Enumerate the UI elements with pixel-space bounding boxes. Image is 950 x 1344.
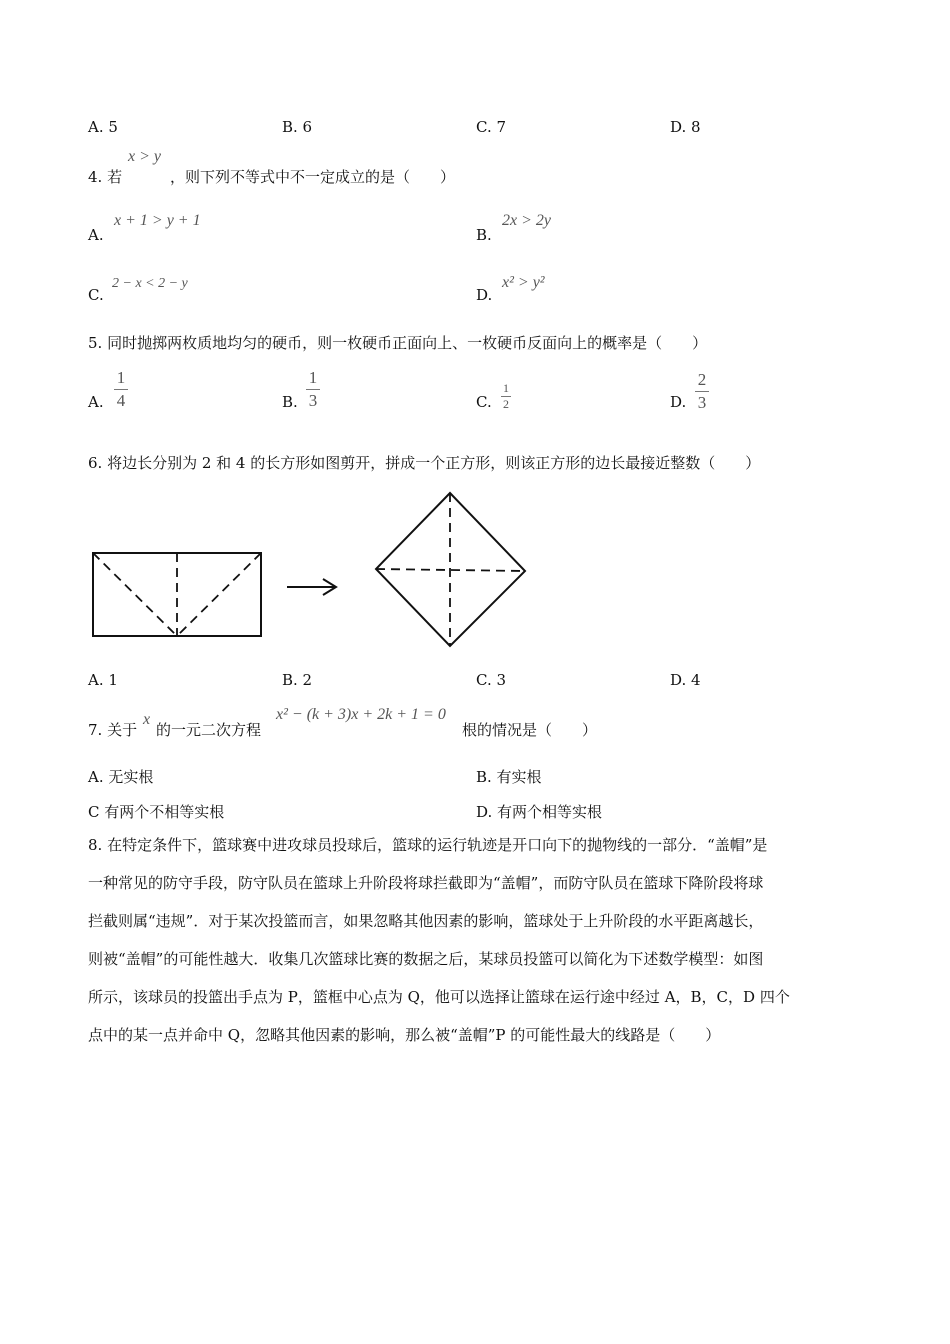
q3-option-c: C. 7: [476, 118, 507, 136]
q8-line-3: 拦截则属“违规”．对于某次投篮而言，如果忽略其他因素的影响，篮球处于上升阶段的水平距离越长，: [88, 912, 764, 930]
rectangle-diagram: [93, 553, 261, 636]
q5-frac-a: [114, 368, 128, 411]
arrow-icon: [287, 579, 336, 595]
q7-prefix: 7. 关于: [88, 721, 138, 739]
q6-option-c: C. 3: [476, 671, 507, 689]
square-diagram: [376, 493, 525, 646]
q4-stem: ，则下列不等式中不一定成立的是（ ）: [170, 168, 456, 186]
q7-option-b: B. 有实根: [476, 768, 542, 786]
q5-frac-c: [501, 382, 511, 411]
q4-condition: x > y: [128, 148, 161, 165]
q8-line-1: 8. 在特定条件下，篮球赛中进攻球员投球后，篮球的运行轨迹是开口向下的抛物线的一部分．“盖帽”是: [88, 836, 768, 854]
q5-frac-d-num: 2: [697, 370, 707, 389]
q7-equation: x² − (k + 3)x + 2k + 1 = 0: [276, 706, 446, 723]
q3-option-b: B. 6: [282, 118, 313, 136]
q4-label-a: A.: [88, 226, 104, 244]
q4-expr-d: x² > y²: [502, 274, 545, 291]
q7-suffix: 根的情况是（ ）: [462, 721, 598, 739]
q6-stem: 6. 将边长分别为 2 和 4 的长方形如图剪开，拼成一个正方形，则该正方形的边长最接近整数（ ）: [88, 454, 761, 472]
q4-prefix: 4. 若: [88, 168, 123, 186]
q5-frac-a-num: 1: [116, 368, 126, 387]
q7-mid: 的一元二次方程: [156, 721, 262, 739]
q7-option-a: A. 无实根: [88, 768, 154, 786]
q7-option-c: C 有两个不相等实根: [88, 803, 225, 821]
q5-label-c: C.: [476, 393, 492, 411]
q8-line-4: 则被“盖帽”的可能性越大．收集几次篮球比赛的数据之后，某球员投篮可以简化为下述数学模型：如图: [88, 950, 764, 968]
q5-frac-d-den: 3: [697, 393, 707, 412]
q5-label-b: B.: [282, 393, 298, 411]
q6-option-a: A. 1: [88, 671, 118, 689]
q7-variable: x: [143, 711, 151, 728]
q4-expr-b: 2x > 2y: [502, 212, 551, 229]
q4-label-d: D.: [476, 286, 493, 304]
q5-frac-c-num: 1: [503, 381, 509, 395]
q4-label-b: B.: [476, 226, 492, 244]
q5-label-d: D.: [670, 393, 687, 411]
q5-frac-c-den: 2: [503, 397, 509, 411]
q4-label-c: C.: [88, 286, 104, 304]
q5-frac-d: [695, 370, 709, 413]
q6-option-d: D. 4: [670, 671, 701, 689]
q6-figure: [85, 485, 535, 655]
q5-frac-b: [306, 368, 320, 411]
q4-expr-c: 2 − x < 2 − y: [112, 276, 188, 291]
q5-stem: 5. 同时抛掷两枚质地均匀的硬币，则一枚硬币正面向上、一枚硬币反面向上的概率是（ ）: [88, 334, 708, 352]
q8-paragraph: [88, 826, 863, 1054]
q4-expr-a: x + 1 > y + 1: [114, 212, 201, 229]
q8-line-5: 所示，该球员的投篮出手点为 P，篮框中心点为 Q，他可以选择让篮球在运行途中经过 A，B，C，D 四个: [88, 988, 790, 1006]
q3-option-a: A. 5: [88, 118, 118, 136]
q5-frac-a-den: 4: [116, 391, 126, 410]
q5-frac-b-num: 1: [308, 368, 318, 387]
q6-option-b: B. 2: [282, 671, 313, 689]
q3-option-d: D. 8: [670, 118, 701, 136]
q8-line-6: 点中的某一点并命中 Q，忽略其他因素的影响，那么被“盖帽”P 的可能性最大的线路是（ ）: [88, 1026, 721, 1044]
q5-frac-b-den: 3: [308, 391, 318, 410]
q7-option-d: D. 有两个相等实根: [476, 803, 603, 821]
q8-line-2: 一种常见的防守手段，防守队员在篮球上升阶段将球拦截即为“盖帽”，而防守队员在篮球下降阶段将球: [88, 874, 764, 892]
q5-label-a: A.: [88, 393, 104, 411]
